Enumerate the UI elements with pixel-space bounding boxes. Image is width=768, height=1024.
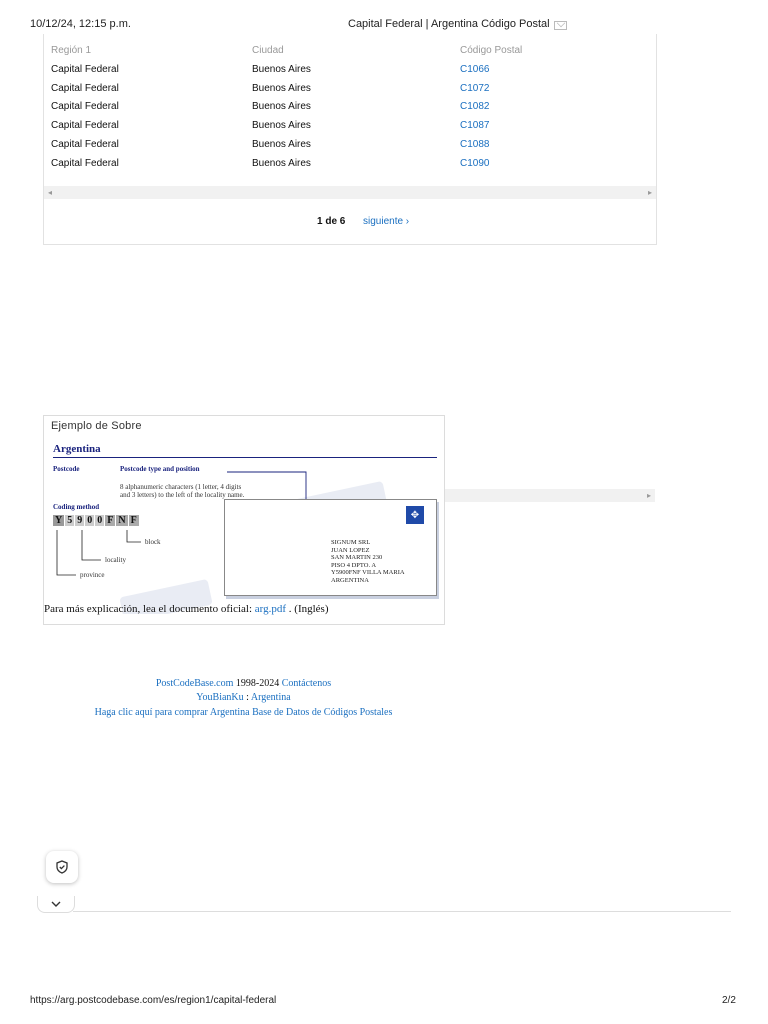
postcode-char: 9: [77, 515, 83, 526]
postcode-char: N: [118, 515, 126, 526]
print-url: https://arg.postcodebase.com/es/region1/capital-federal: [30, 995, 277, 1006]
coding-method-label: Coding method: [53, 503, 100, 511]
pagination-current: 1 de 6: [317, 216, 346, 227]
footer-line-3: [0, 707, 487, 718]
note-suffix: . (Inglés): [288, 603, 329, 615]
cell-region: Capital Federal: [51, 101, 119, 112]
envelope-drawing: [224, 499, 437, 596]
cell-region: Capital Federal: [51, 83, 119, 94]
cell-region: Capital Federal: [51, 158, 119, 169]
footer-years: 1998-2024: [235, 678, 280, 689]
arg-pdf-link[interactable]: arg.pdf: [254, 603, 287, 615]
address-line: SIGNUM SRL: [331, 539, 371, 546]
argentina-link[interactable]: Argentina: [250, 692, 291, 703]
stamp-icon: ✥: [406, 506, 424, 524]
address-block: [331, 539, 405, 584]
cell-region: Capital Federal: [51, 139, 119, 150]
shield-check-icon: [55, 860, 69, 874]
postcode-char: 5: [67, 515, 73, 526]
scroll-left-icon[interactable]: ◂: [48, 188, 53, 197]
youbianku-link[interactable]: YouBianKu: [196, 692, 244, 703]
postcode-char: 0: [87, 515, 93, 526]
postal-code-link[interactable]: C1088: [460, 139, 490, 150]
footer-line-1: [0, 678, 487, 689]
postal-code-link[interactable]: C1082: [460, 101, 490, 112]
cell-region: Capital Federal: [51, 120, 119, 131]
scroll-right-icon[interactable]: ▸: [646, 491, 651, 500]
col-header-region: Región 1: [51, 45, 92, 56]
block-label: block: [145, 538, 161, 546]
cell-city: Buenos Aires: [252, 139, 311, 150]
col-header-city: Ciudad: [252, 45, 284, 56]
print-title: [348, 18, 567, 30]
postcode-char: F: [107, 515, 114, 526]
footer-line-2: [0, 692, 487, 703]
address-line: Y5900FNF VILLA MARIA: [331, 569, 405, 576]
cell-city: Buenos Aires: [252, 101, 311, 112]
table-horizontal-scrollbar[interactable]: [44, 186, 656, 199]
cell-city: Buenos Aires: [252, 64, 311, 75]
buy-database-link[interactable]: Haga clic aquí para comprar Argentina Base de Datos de Códigos Postales: [94, 707, 393, 718]
col-header-postal-code: Código Postal: [460, 45, 523, 56]
postcode-label: Postcode: [53, 465, 80, 473]
postal-code-link[interactable]: C1072: [460, 83, 490, 94]
postcode-type-desc: and 3 letters) to the left of the locality name.: [120, 491, 245, 499]
envelope-card-title: Ejemplo de Sobre: [51, 420, 142, 432]
mail-icon: [554, 21, 567, 30]
address-line: JUAN LOPEZ: [331, 546, 370, 554]
postcode-char: Y: [55, 515, 63, 526]
postal-code-table: [43, 34, 657, 245]
envelope-example-image: [51, 438, 439, 614]
address-line: SAN MARTIN 230: [331, 554, 383, 561]
print-page-number: 2/2: [722, 995, 736, 1006]
postcodebase-link[interactable]: PostCodeBase.com: [155, 678, 234, 689]
envelope-heading: Argentina: [53, 443, 101, 455]
print-datetime: 10/12/24, 12:15 p.m.: [30, 18, 131, 30]
postcode-char: F: [130, 515, 137, 526]
tab-divider: [73, 911, 731, 912]
privacy-shield-button[interactable]: [46, 851, 78, 883]
cell-city: Buenos Aires: [252, 83, 311, 94]
page-horizontal-scrollbar[interactable]: [443, 489, 655, 502]
envelope-example-card: [43, 415, 445, 625]
postcode-type-desc: 8 alphanumeric characters (1 letter, 4 digits: [120, 483, 242, 491]
footer-separator: :: [246, 692, 249, 703]
postal-code-link[interactable]: C1087: [460, 120, 490, 131]
cell-city: Buenos Aires: [252, 158, 311, 169]
pagination-next-link[interactable]: siguiente ›: [363, 216, 410, 227]
postcode-char: 0: [97, 515, 103, 526]
scroll-right-icon[interactable]: ▸: [647, 188, 652, 197]
cell-region: Capital Federal: [51, 64, 119, 75]
chevron-down-icon: [51, 901, 61, 907]
address-line: ARGENTINA: [331, 576, 369, 584]
collapse-tab[interactable]: [37, 896, 75, 913]
print-title-text: Capital Federal | Argentina Código Postal: [348, 18, 550, 30]
contact-link[interactable]: Contáctenos: [281, 678, 332, 689]
postal-code-link[interactable]: C1090: [460, 158, 490, 169]
postcode-type-label: Postcode type and position: [120, 465, 200, 473]
address-line: PISO 4 DPTO. A: [331, 561, 377, 569]
official-doc-note: [44, 603, 329, 615]
note-prefix: Para más explicación, lea el documento oficial:: [44, 603, 253, 615]
locality-label: locality: [105, 556, 126, 564]
postal-code-link[interactable]: C1066: [460, 64, 490, 75]
cell-city: Buenos Aires: [252, 120, 311, 131]
province-label: province: [80, 571, 105, 579]
